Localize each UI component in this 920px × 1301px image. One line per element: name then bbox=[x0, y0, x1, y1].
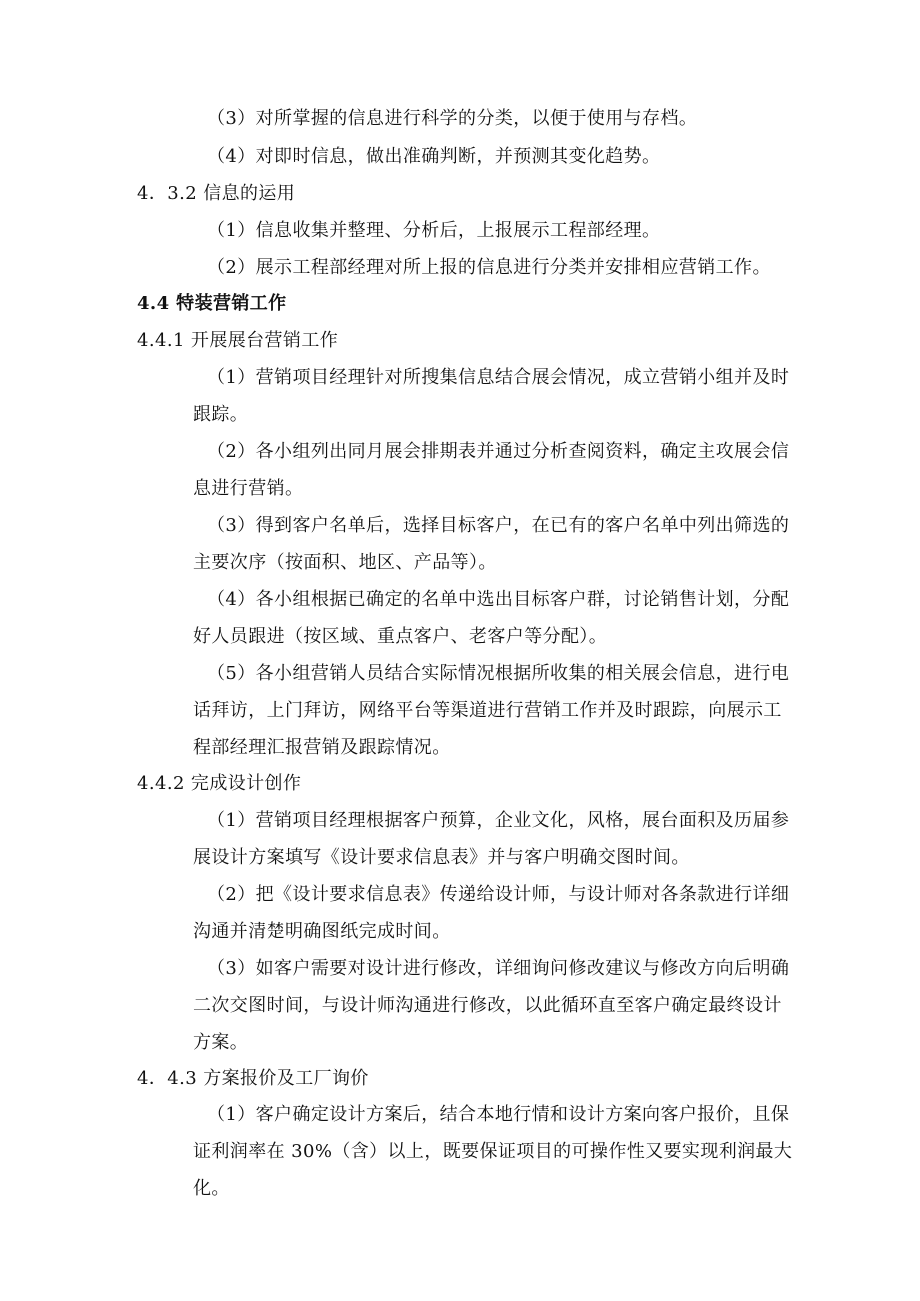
paragraph-line: （1）客户确定设计方案后，结合本地行情和设计方案向客户报价，且保 bbox=[207, 1104, 790, 1125]
paragraph-line: （4）各小组根据已确定的名单中选出目标客户群，讨论销售计划，分配 bbox=[207, 589, 790, 610]
paragraph-line: 证利润率在 30%（含）以上，既要保证项目的可操作性又要实现利润最大 bbox=[193, 1141, 793, 1162]
paragraph-line: （3）如客户需要对设计进行修改，详细询问修改建议与修改方向后明确 bbox=[207, 958, 790, 979]
paragraph-line: （2）展示工程部经理对所上报的信息进行分类并安排相应营销工作。 bbox=[207, 257, 771, 278]
paragraph-line: 二次交图时间，与设计师沟通进行修改，以此循环直至客户确定最终设计 bbox=[193, 995, 782, 1016]
paragraph-line: （1）营销项目经理针对所搜集信息结合展会情况，成立营销小组并及时 bbox=[207, 367, 790, 388]
paragraph-line: 化。 bbox=[193, 1178, 230, 1199]
section-heading: 4．3.2 信息的运用 bbox=[137, 183, 296, 204]
paragraph-line: 展设计方案填写《设计要求信息表》并与客户明确交图时间。 bbox=[193, 847, 690, 868]
paragraph-line: 主要次序（按面积、地区、产品等）。 bbox=[193, 552, 497, 573]
paragraph-line: 好人员跟进（按区域、重点客户、老客户等分配）。 bbox=[193, 626, 608, 647]
paragraph-line: （2）各小组列出同月展会排期表并通过分析查阅资料，确定主攻展会信 bbox=[207, 441, 790, 462]
paragraph-line: （3）得到客户名单后，选择目标客户，在已有的客户名单中列出筛选的 bbox=[207, 515, 790, 536]
paragraph-line: 沟通并清楚明确图纸完成时间。 bbox=[193, 921, 451, 942]
section-heading: 4．4.3 方案报价及工厂询价 bbox=[137, 1068, 369, 1089]
paragraph-line: （3）对所掌握的信息进行科学的分类，以便于使用与存档。 bbox=[207, 108, 698, 129]
paragraph-line: （2）把《设计要求信息表》传递给设计师，与设计师对各条款进行详细 bbox=[207, 884, 790, 905]
paragraph-line: 话拜访，上门拜访，网络平台等渠道进行营销工作并及时跟踪，向展示工 bbox=[193, 700, 782, 721]
paragraph-line: 跟踪。 bbox=[193, 404, 249, 425]
section-heading: 4.4 特装营销工作 bbox=[137, 293, 287, 314]
paragraph-line: （1）营销项目经理根据客户预算，企业文化，风格，展台面积及历届参 bbox=[207, 810, 790, 831]
paragraph-line: （1）信息收集并整理、分析后，上报展示工程部经理。 bbox=[207, 220, 661, 241]
section-heading: 4.4.2 完成设计创作 bbox=[137, 773, 302, 794]
paragraph-line: 息进行营销。 bbox=[193, 478, 304, 499]
paragraph-line: （5）各小组营销人员结合实际情况根据所收集的相关展会信息，进行电 bbox=[207, 663, 790, 684]
section-heading: 4.4.1 开展展台营销工作 bbox=[137, 330, 339, 351]
paragraph-line: 程部经理汇报营销及跟踪情况。 bbox=[193, 737, 451, 758]
paragraph-line: （4）对即时信息，做出准确判断，并预测其变化趋势。 bbox=[207, 146, 661, 167]
paragraph-line: 方案。 bbox=[193, 1032, 249, 1053]
